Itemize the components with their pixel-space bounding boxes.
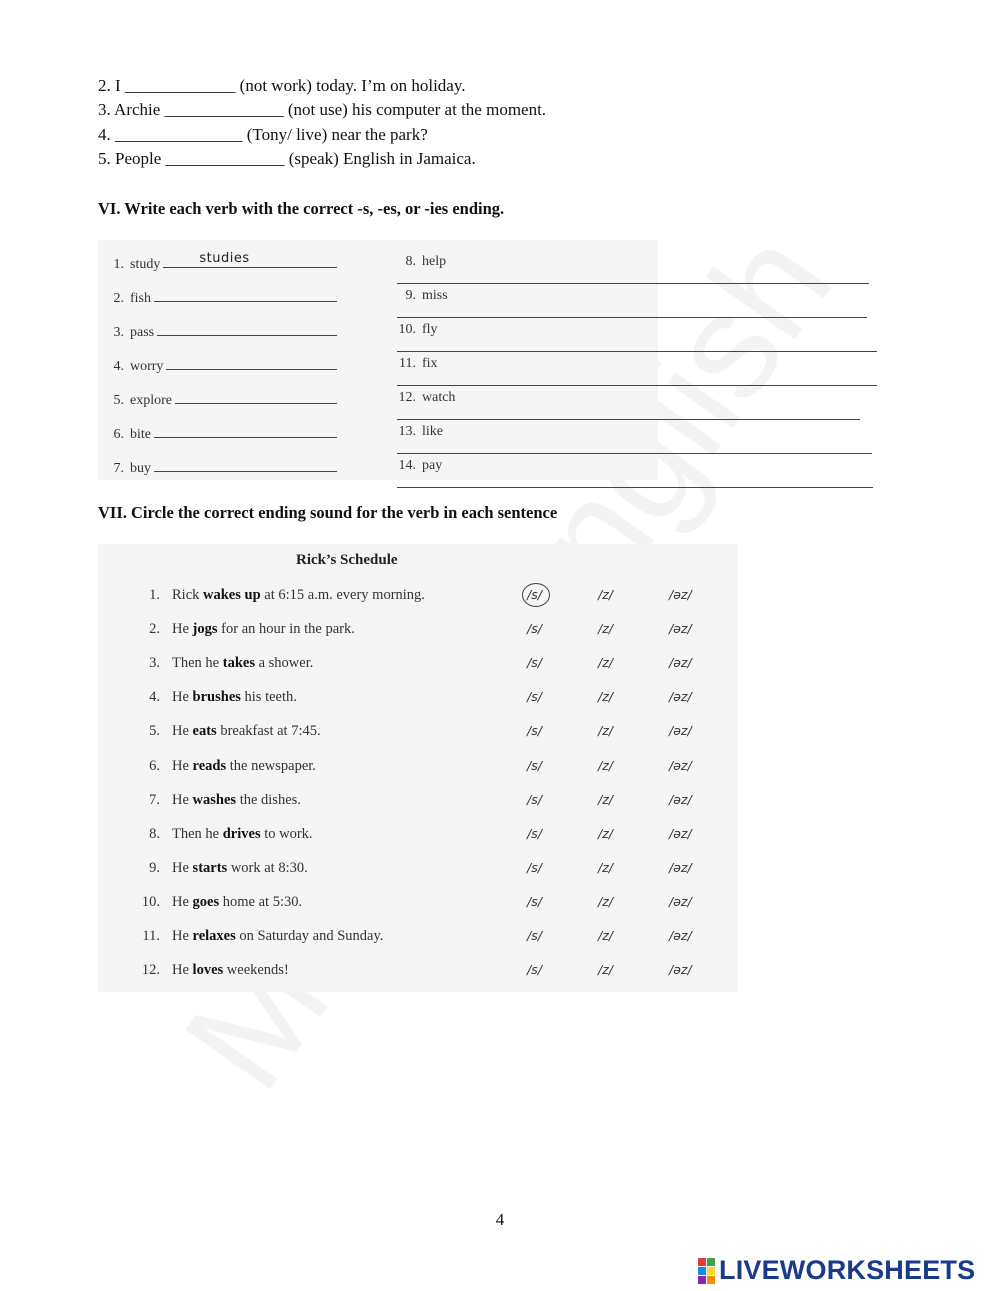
sound-option[interactable]: /əz/ [669,825,692,841]
sound-option[interactable]: /əz/ [669,893,692,909]
target-verb: takes [222,655,255,672]
schedule-row [98,723,738,745]
row-number: 4. [149,689,160,706]
verb-number: 8. [405,254,416,269]
answer-blank[interactable] [154,458,337,472]
target-verb: loves [192,962,224,979]
row-number: 10. [141,893,160,910]
answer-blank[interactable] [175,390,337,404]
sound-option[interactable]: /z/ [598,587,613,602]
verb-word: pass [130,325,155,340]
sentence: Then he takes a shower. [172,655,314,672]
answer-blank[interactable] [166,356,337,370]
row-number: 2. [149,621,160,638]
target-verb: goes [192,893,220,910]
verb-item [394,254,869,289]
verb-item [394,322,877,357]
row-number: 11. [142,928,160,944]
verb-item [394,458,873,493]
verb-word: buy [130,461,151,476]
sentence: He washes the dishes. [172,791,301,808]
sound-option[interactable]: /əz/ [669,859,692,875]
verb-word: watch [422,390,456,405]
schedule-row [98,758,738,780]
answer-blank[interactable] [157,322,337,336]
sentence: He eats breakfast at 7:45. [172,723,321,740]
target-verb: wakes up [203,587,261,603]
sentence: He jogs for an hour in the park. [172,621,355,638]
sound-option[interactable]: /əz/ [669,723,692,739]
sound-option[interactable]: /əz/ [669,791,692,807]
verb-word: worry [130,359,164,374]
verb-word: like [422,424,443,439]
verb-number: 2. [113,291,124,306]
verb-item [102,356,337,375]
verb-number: 6. [113,427,124,442]
verb-word: fix [422,356,438,371]
exercise-line-4: 4. _______________ (Tony/ live) near the park? [98,124,428,144]
sound-option[interactable]: /z/ [598,859,613,875]
row-number: 12. [141,962,160,979]
verb-item [394,390,860,425]
verb-word: pay [422,458,443,473]
schedule-row [98,621,738,643]
sound-option[interactable]: /s/ [527,587,542,602]
sound-option[interactable]: /z/ [598,893,613,909]
logo-text: LIVEWORKSHEETS [719,1255,976,1285]
sound-option[interactable]: /s/ [527,962,542,978]
sound-option[interactable]: /s/ [527,655,542,671]
sound-option[interactable]: /z/ [598,723,613,739]
sound-option[interactable]: /z/ [598,689,613,705]
schedule-row [98,689,738,711]
target-verb: eats [192,723,217,740]
verb-number: 3. [113,325,124,340]
verb-number: 10. [398,322,416,337]
sentence: He reads the newspaper. [172,757,316,774]
verb-item [394,356,877,391]
verb-item [102,251,337,273]
sentence: Then he drives to work. [172,825,313,842]
sound-option[interactable]: /əz/ [669,655,692,671]
sound-option[interactable]: /s/ [527,757,542,773]
verb-number: 13. [398,424,416,439]
schedule-row [98,655,738,677]
schedule-row [98,587,738,609]
schedule-row [98,826,738,848]
target-verb: brushes [192,689,241,706]
sentence: He relaxes on Saturday and Sunday. [172,928,384,944]
exercise-line-3: 3. Archie ______________ (not use) his computer at the moment. [98,100,547,120]
page-number: 4 [495,1210,505,1229]
sound-option[interactable]: /əz/ [669,757,692,773]
sound-option[interactable]: /s/ [527,928,542,943]
answer-blank[interactable] [397,406,860,420]
answer-blank[interactable] [397,270,869,284]
exercise-line-2: 2. I _____________ (not work) today. I’m on holiday. [98,76,466,95]
sound-option[interactable]: /z/ [598,621,613,637]
verb-item [102,458,337,477]
verb-number: 9. [405,288,416,303]
row-number: 5. [149,723,160,740]
sound-option[interactable]: /z/ [598,825,613,841]
row-number: 8. [149,825,160,842]
verb-number: 1. [113,257,124,272]
verb-number: 5. [113,393,124,408]
sound-option[interactable]: /z/ [598,757,613,773]
sound-option[interactable]: /z/ [598,655,613,671]
sound-option[interactable]: /əz/ [669,587,692,602]
sound-option[interactable]: /s/ [527,825,542,841]
verb-word: fly [422,322,438,337]
logo-blocks-icon [698,1258,715,1284]
answer-blank[interactable] [397,440,872,454]
section-7-heading: VII. Circle the correct ending sound for the verb in each sentence [98,503,558,522]
sound-option[interactable]: /s/ [527,859,542,875]
verb-word: fish [130,291,151,306]
sound-option[interactable]: /z/ [598,928,613,943]
verb-word: miss [422,288,448,303]
verb-number: 4. [113,359,124,374]
verb-word: help [422,254,447,269]
schedule-row [98,860,738,882]
verb-number: 12. [398,390,416,405]
verb-number: 11. [399,356,416,371]
verb-word: explore [130,393,172,408]
schedule-row [98,928,738,950]
section-6-heading: VI. Write each verb with the correct -s, -es, or -ies ending. [98,199,505,218]
schedule-row [98,962,738,984]
schedule-row [98,894,738,916]
verb-number: 14. [398,458,416,473]
sound-option[interactable]: /s/ [527,723,542,739]
sound-option[interactable]: /s/ [527,791,542,807]
row-number: 7. [149,791,160,808]
answer-blank[interactable] [397,474,873,488]
verb-item [394,424,872,459]
verb-item [102,424,337,443]
liveworksheets-logo [698,1255,975,1286]
sentence: He loves weekends! [172,962,289,979]
ricks-schedule-exercise [98,544,738,992]
target-verb: reads [192,757,227,774]
verb-item [102,322,337,341]
sentence: He brushes his teeth. [172,689,297,706]
target-verb: relaxes [192,928,236,944]
row-number: 1. [149,587,160,603]
sentence: He goes home at 5:30. [172,893,303,910]
verb-number: 7. [113,461,124,476]
verb-item [394,288,867,323]
verb-word: study [130,257,161,272]
target-verb: jogs [192,621,218,638]
answer-circle [522,583,550,607]
target-verb: starts [192,859,228,876]
row-number: 6. [149,757,160,774]
sentence: He starts work at 8:30. [172,859,308,876]
sound-option[interactable]: /s/ [527,689,542,705]
verb-word: bite [130,427,151,442]
sound-option[interactable]: /z/ [598,962,613,978]
target-verb: drives [222,825,261,842]
sentence: Rick wakes up at 6:15 a.m. every morning. [172,587,425,603]
verb-item [102,288,337,307]
answer-blank[interactable] [397,338,877,352]
answer-blank[interactable] [163,251,337,268]
row-number: 3. [149,655,160,672]
sound-option[interactable]: /əz/ [669,928,692,943]
target-verb: washes [192,791,237,808]
verb-ending-exercise [98,240,658,480]
schedule-row [98,792,738,814]
sound-option[interactable]: /z/ [598,791,613,807]
answer-blank[interactable] [154,288,337,302]
answer-blank[interactable] [154,424,337,438]
sound-option[interactable]: /əz/ [669,962,692,978]
exercise-line-5: 5. People ______________ (speak) English in Jamaica. [98,148,476,168]
written-answer: studies [199,251,250,266]
answer-blank[interactable] [397,372,877,386]
sound-option[interactable]: /əz/ [669,621,692,637]
fill-in-lines [98,74,546,171]
verb-item [102,390,337,409]
row-number: 9. [149,859,160,876]
sound-option[interactable]: /s/ [527,893,542,909]
answer-blank[interactable] [397,304,867,318]
schedule-title: Rick’s Schedule [296,552,398,568]
sound-option[interactable]: /s/ [527,621,542,637]
sound-option[interactable]: /əz/ [669,689,692,705]
